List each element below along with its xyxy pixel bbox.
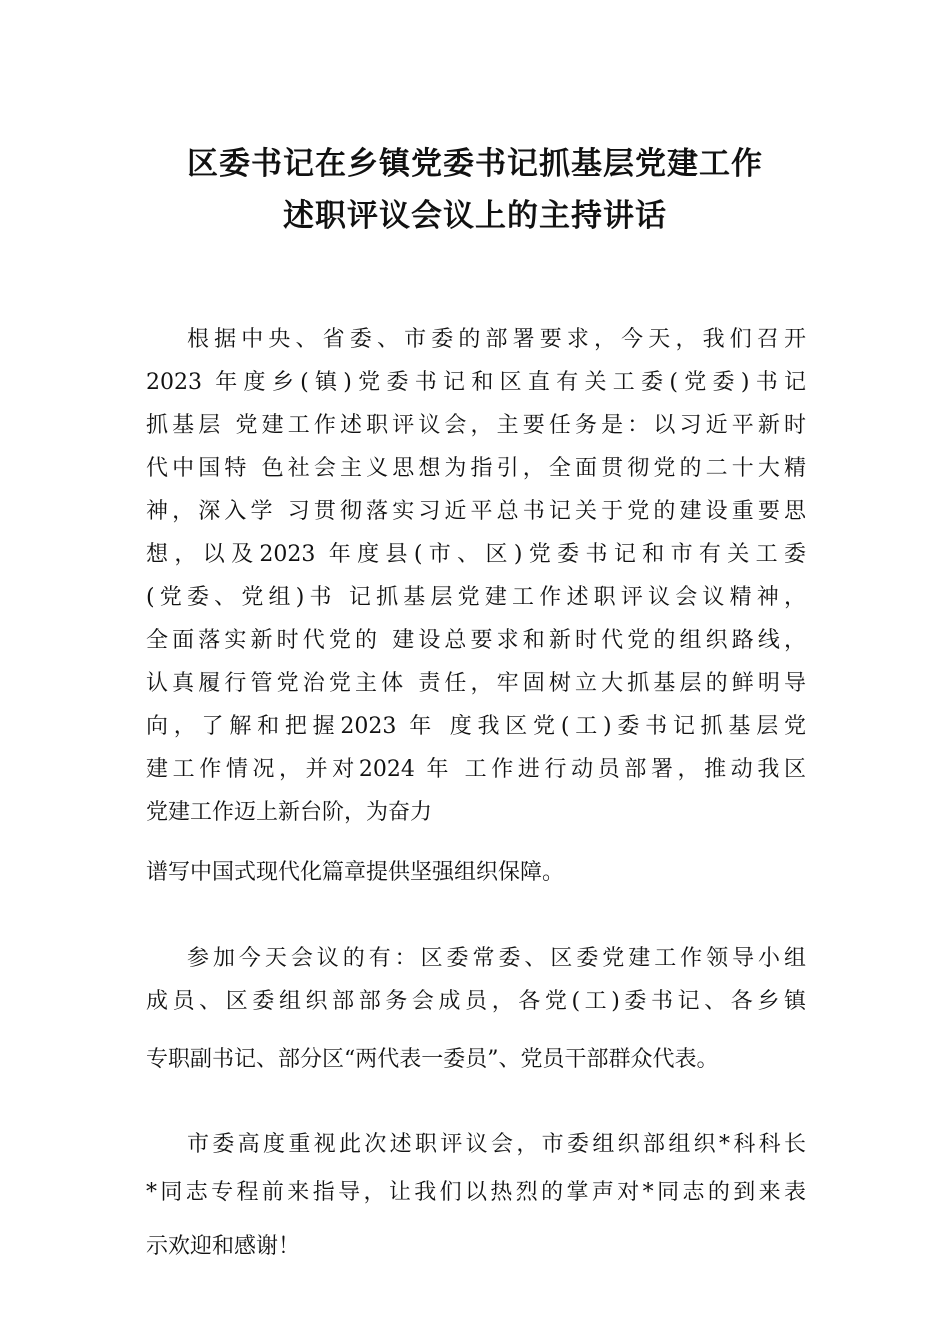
text-line: *同志专程前来指导，让我们以热烈的掌声对*同志的到来表 bbox=[146, 1180, 806, 1205]
text-line: 抓基层 党建工作述职评议会，主要任务是：以习近平新时 bbox=[146, 413, 806, 438]
text-line: 认真履行管党治党主体 责任，牢固树立大抓基层的鲜明导 bbox=[146, 671, 806, 696]
text-line: 示欢迎和感谢！ bbox=[146, 1234, 301, 1259]
text-line: 代中国特 色社会主义思想为指引，全面贯彻党的二十大精 bbox=[146, 456, 806, 481]
text-line: 全面落实新时代党的 建设总要求和新时代党的组织路线， bbox=[146, 628, 806, 653]
text-line: 专职副书记、部分区“两代表一委员”、党员干部群众代表。 bbox=[146, 1047, 719, 1072]
text-line: 向，了解和把握2023 年 度我区党(工)委书记抓基层党 bbox=[146, 714, 806, 739]
text-line: 根据中央、省委、市委的部署要求，今天，我们召开 bbox=[187, 327, 806, 352]
text-line: (党委、党组)书 记抓基层党建工作述职评议会议精神， bbox=[146, 585, 806, 610]
document-title-line-2: 述职评议会议上的主持讲话 bbox=[283, 198, 667, 234]
text-line: 神，深入学 习贯彻落实习近平总书记关于党的建设重要思 bbox=[146, 499, 806, 524]
text-line: 想，以及2023 年度县(市、区)党委书记和市有关工委 bbox=[146, 542, 806, 567]
text-line: 谱写中国式现代化篇章提供坚强组织保障。 bbox=[146, 860, 565, 885]
text-line: 成员、区委组织部部务会成员，各党(工)委书记、各乡镇 bbox=[146, 989, 806, 1014]
text-line: 2023 年度乡(镇)党委书记和区直有关工委(党委)书记 bbox=[146, 370, 806, 395]
text-line: 建工作情况，并对2024 年 工作进行动员部署，推动我区 bbox=[146, 757, 806, 782]
text-line: 参加今天会议的有：区委常委、区委党建工作领导小组 bbox=[187, 946, 806, 971]
document-title-line-1: 区委书记在乡镇党委书记抓基层党建工作 bbox=[187, 146, 763, 182]
text-line: 市委高度重视此次述职评议会，市委组织部组织*科科长 bbox=[187, 1132, 806, 1157]
text-line: 党建工作迈上新台阶，为奋力 bbox=[146, 800, 433, 825]
